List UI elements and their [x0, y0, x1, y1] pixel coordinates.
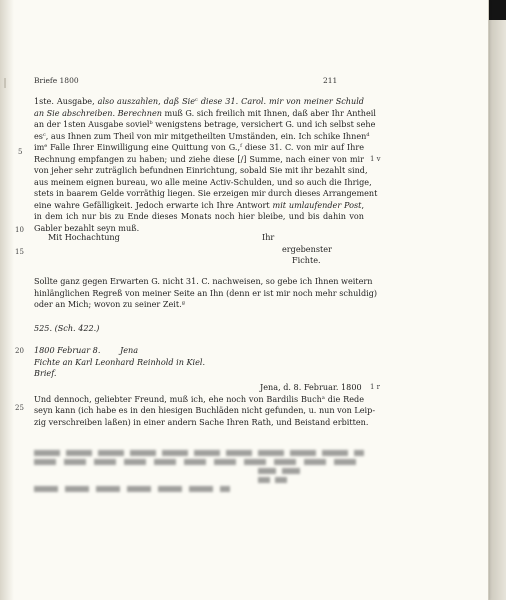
line-number: 20	[15, 347, 24, 355]
page-spine-shadow	[0, 0, 14, 600]
entry-title: Fichte an Karl Leonhard Reinhold in Kiel.	[34, 356, 206, 367]
text-line: 1ste. Ausgabe, also auszahlen, daß Sie$^c$ diese 31. Carol. mir von meiner Schuld	[34, 96, 364, 106]
entry-number: 525. (Sch. 422.)	[34, 323, 100, 333]
page-right-edge	[488, 0, 506, 600]
closing-ihr: Ihr	[262, 232, 275, 242]
text-line: Gabler bezahlt seyn muß.	[34, 222, 140, 233]
text-line: Sollte ganz gegen Erwarten G. nicht 31. C. nachweisen, so gebe ich Ihnen weitern	[34, 276, 373, 286]
text-line: zig verschreiben laßen) in einer andern Sache Ihren Rath, und Beistand erbitten.	[34, 416, 369, 427]
letter-body	[34, 393, 376, 429]
closing-salutation: Mit Hochachtung	[48, 232, 120, 242]
entry-date: 1800 Februar 8.	[34, 345, 101, 355]
text-line: $es^c$, aus Ihnen zum Theil von mir mitgetheilten Umständen, ein. Ich schike Ihnen$^d$	[34, 130, 370, 141]
text-line: Und dennoch, geliebter Freund, muß ich, ehe noch von Bardilis Buch$^a$ die Rede	[34, 393, 365, 404]
text-line: eine wahre Gefälligkeit. Jedoch erwarte ich Ihre Antwort mit umlaufender Post,	[34, 199, 365, 210]
margin-folio-note: 1 r	[370, 383, 381, 391]
closing-signature: Fichte.	[292, 255, 321, 265]
text-line: oder an Mich; wovon zu seiner Zeit.$^g$	[34, 299, 185, 309]
text-line: in dem ich nur bis zu Ende dieses Monats noch hier bleibe, und bis dahin von	[34, 211, 364, 221]
text-line: stets in baarem Gelde vorräthig liegen. Sie erzeigen mir durch dieses Arrangement	[34, 188, 378, 198]
postscript-paragraph	[34, 276, 378, 311]
line-number: 10	[15, 226, 24, 234]
text-line: von jeher sehr zuträglich befundnen Einrichtung, sobald Sie mit ihr bezahlt sind,	[34, 165, 368, 175]
margin-mark	[4, 78, 6, 88]
entry-place: Jena	[120, 345, 139, 355]
closing-ergebenster: ergebenster	[282, 243, 332, 254]
entry-kind: Brief.	[34, 368, 57, 378]
text-line: an der 1sten Ausgabe soviel$^b$ wenigstens betrage, versichert G. und ich selbst sehe	[34, 119, 376, 129]
text-line: $im^e$ Falle Ihrer Einwilligung eine Quittung von G.,$^f$ diese 31. C. von mir auf Ihre	[34, 142, 364, 152]
line-number: 15	[15, 248, 24, 256]
line-number: 5	[18, 148, 23, 156]
page-number: 211	[323, 76, 338, 85]
letter-dateline: Jena, d. 8. Februar. 1800	[260, 382, 362, 392]
margin-folio-note: 1 v	[370, 155, 381, 163]
text-line: aus meinem eignen bureau, wo alle meine Activ-Schulden, und so auch die Ihrige,	[34, 176, 372, 187]
running-head-left: Briefe 1800	[34, 76, 79, 85]
line-number: 25	[15, 404, 24, 412]
text-line: hinlänglichen Regreß von meiner Seite an Ihn (denn er ist mir noch mehr schuldig)	[34, 287, 378, 298]
text-line: an Sie abschreiben. Berechnen muß G. sich freilich mit Ihnen, daß aber Ihr Antheil	[34, 107, 376, 118]
text-line: seyn kann (ich habe es in den hiesigen Buchläden nicht gefunden, u. nun von Leip-	[34, 405, 376, 415]
text-line: Rechnung empfangen zu haben; und ziehe diese [/] Summe, nach einer von mir	[34, 153, 364, 164]
